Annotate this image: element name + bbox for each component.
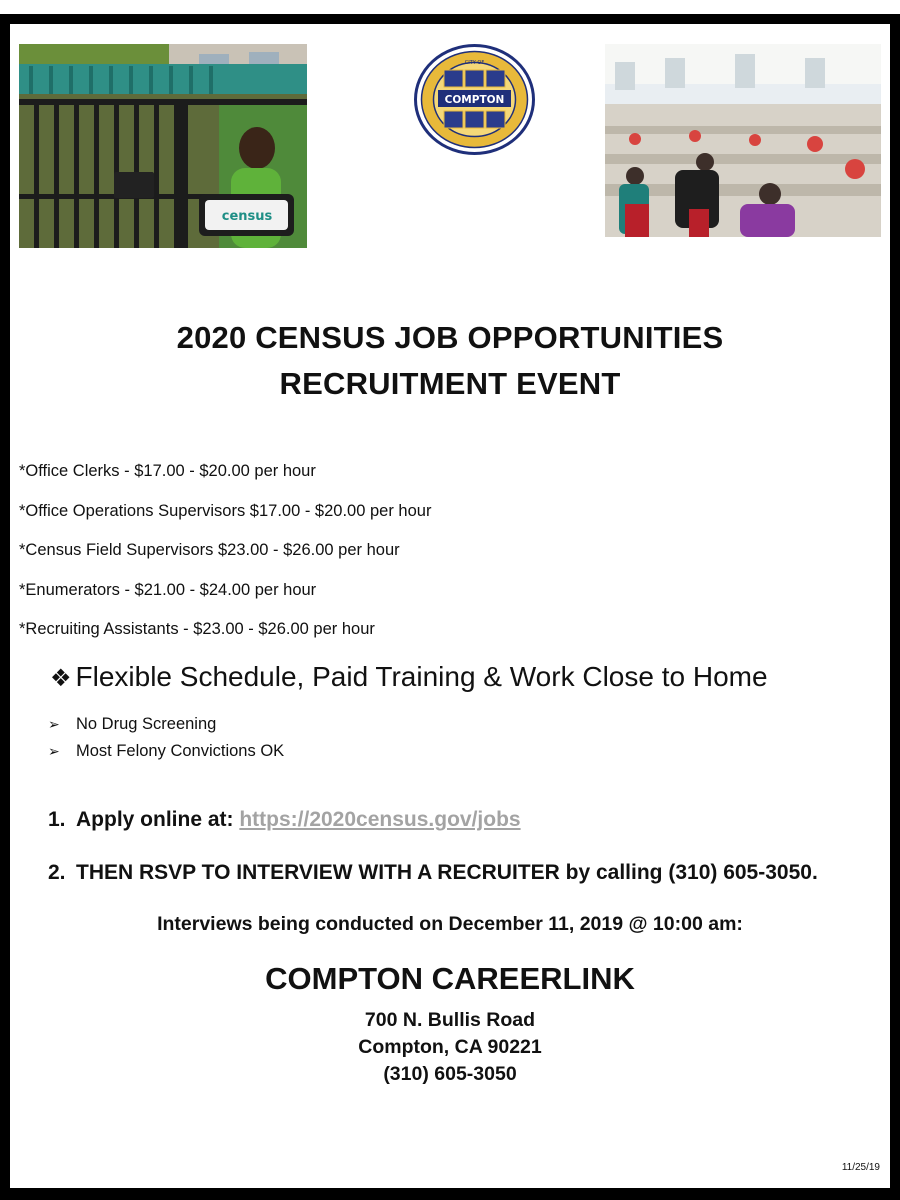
venue-name: COMPTON CAREERLINK bbox=[265, 961, 635, 996]
notes-list bbox=[48, 712, 284, 766]
job-item: *Census Field Supervisors $23.00 - $26.00 per hour bbox=[19, 541, 400, 559]
step-apply-online bbox=[48, 806, 521, 834]
headline-line-1: 2020 CENSUS JOB OPPORTUNITIES bbox=[176, 320, 724, 355]
note-text: No Drug Screening bbox=[76, 715, 217, 733]
date-stamp: 11/25/19 bbox=[841, 1162, 880, 1173]
call-center-photo bbox=[605, 44, 881, 237]
venue-phone: (310) 605-3050 bbox=[383, 1063, 517, 1085]
call-center-illustration bbox=[605, 44, 881, 237]
diamond-bullet-icon: ❖ bbox=[50, 665, 72, 692]
job-item: *Enumerators - $21.00 - $24.00 per hour bbox=[19, 580, 317, 599]
step-number: 2. bbox=[48, 861, 66, 884]
job-item: *Office Operations Supervisors $17.00 - $20.00 per hour bbox=[19, 501, 432, 520]
svg-text:census: census bbox=[221, 209, 273, 224]
seal-ring-text: CITY OF bbox=[464, 60, 485, 66]
benefits-line bbox=[50, 660, 768, 696]
benefits-text: Flexible Schedule, Paid Training & Work Close to Home bbox=[75, 661, 768, 692]
job-list bbox=[19, 459, 431, 657]
job-item: *Office Clerks - $17.00 - $20.00 per hour bbox=[19, 462, 316, 480]
arrow-bullet-icon: ➢ bbox=[48, 743, 60, 759]
step-number: 1. bbox=[48, 808, 66, 831]
note-item bbox=[48, 712, 284, 739]
note-text: Most Felony Convictions OK bbox=[76, 742, 285, 760]
note-item bbox=[48, 739, 284, 766]
census-jobs-link[interactable]: https://2020census.gov/jobs bbox=[239, 808, 521, 831]
step-label: THEN RSVP TO INTERVIEW WITH A RECRUITER by calling (310) 605-3050. bbox=[76, 861, 818, 884]
census-worker-photo bbox=[19, 44, 307, 248]
interview-date-line: Interviews being conducted on December 11, 2019 @ 10:00 am: bbox=[157, 913, 743, 935]
headline-line-2: RECRUITMENT EVENT bbox=[279, 366, 621, 401]
compton-city-seal bbox=[414, 44, 535, 155]
venue-address-street: 700 N. Bullis Road bbox=[364, 1009, 536, 1031]
job-item: *Recruiting Assistants - $23.00 - $26.00 per hour bbox=[19, 620, 375, 638]
step-rsvp bbox=[48, 859, 818, 887]
step-label: Apply online at: bbox=[76, 808, 240, 831]
seal-graphic bbox=[414, 44, 535, 155]
arrow-bullet-icon: ➢ bbox=[48, 716, 60, 732]
census-worker-illustration bbox=[19, 44, 307, 248]
seal-city-name: COMPTON bbox=[444, 94, 505, 106]
venue-address-city: Compton, CA 90221 bbox=[358, 1036, 542, 1058]
